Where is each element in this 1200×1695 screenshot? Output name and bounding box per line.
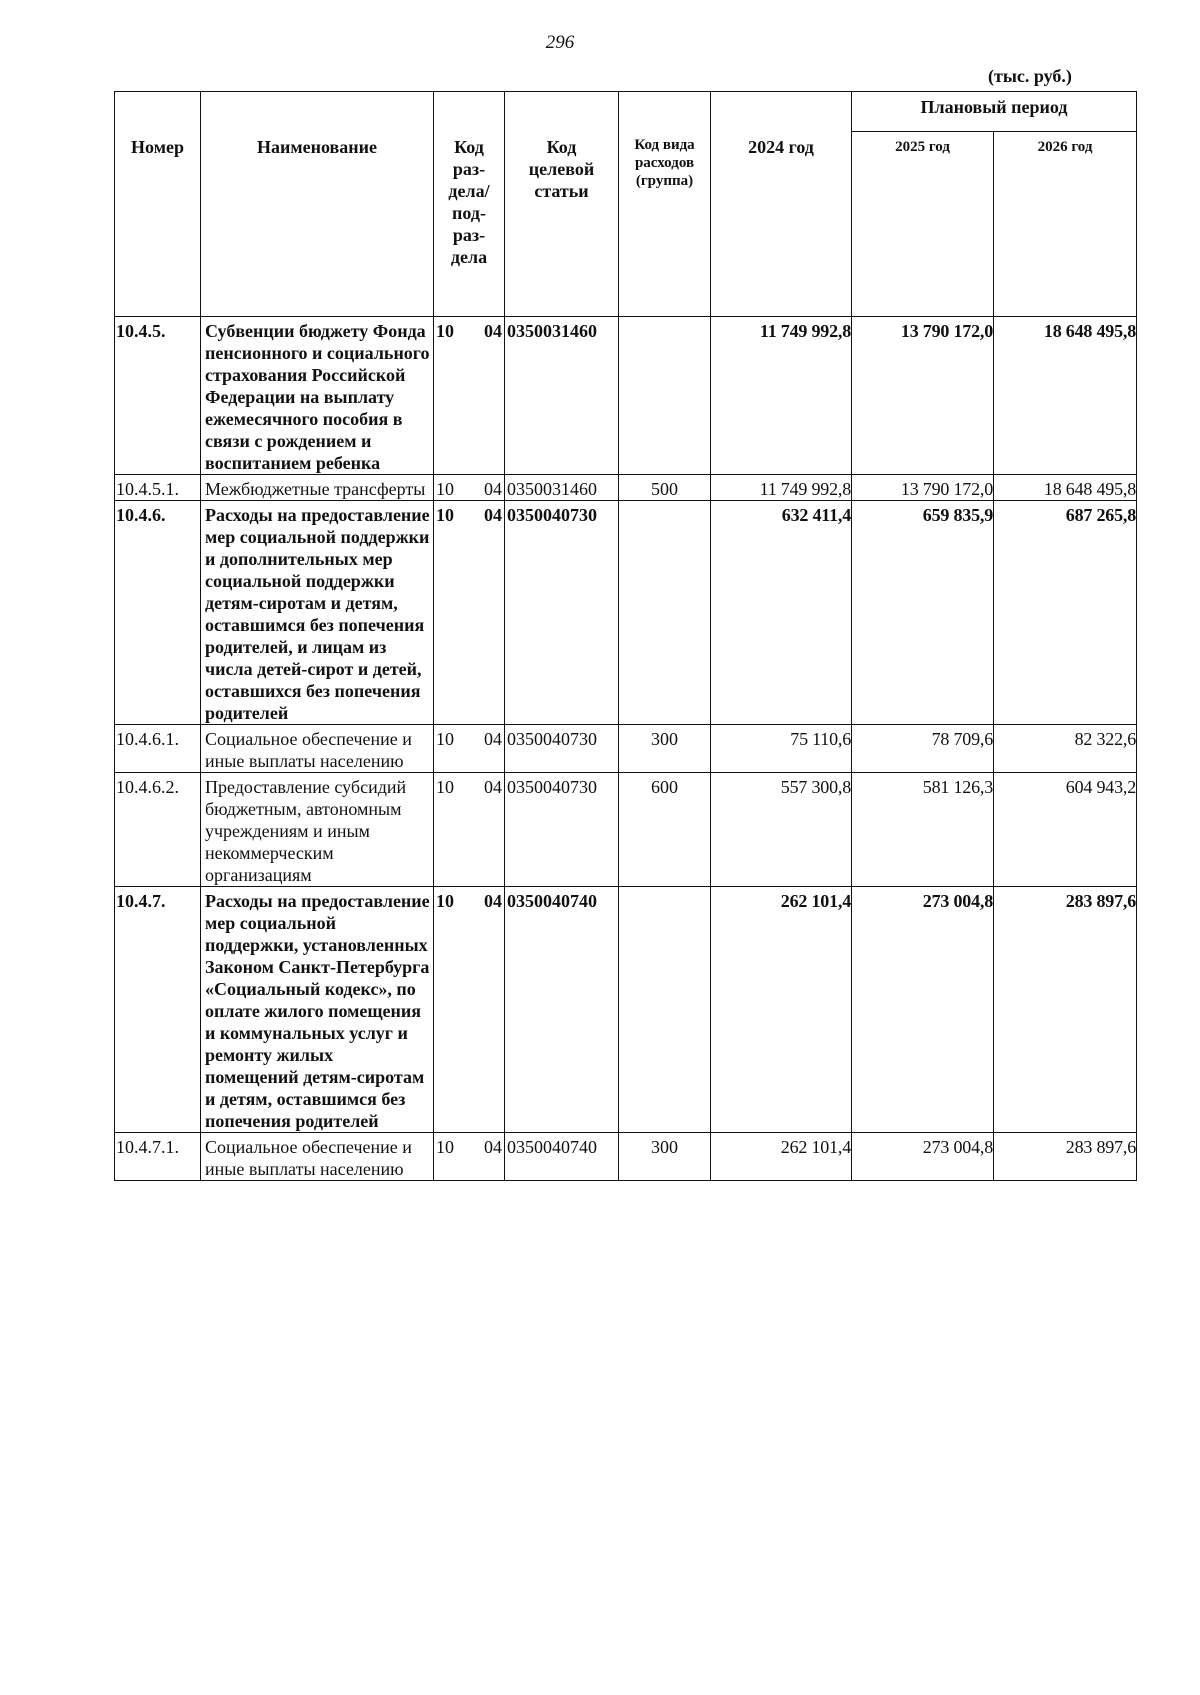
- row-section-code: [434, 773, 505, 887]
- row-amount-2024: 632 411,4: [711, 501, 852, 725]
- header-year-2025: 2025 год: [852, 132, 994, 317]
- row-section-code: [434, 317, 505, 475]
- table-row: [115, 317, 1137, 475]
- table-row: [115, 475, 1137, 501]
- row-number: 10.4.5.: [115, 317, 201, 475]
- row-section: 10: [436, 479, 454, 499]
- header-target-code: Код целевой статьи: [505, 92, 619, 317]
- row-section-code: [434, 501, 505, 725]
- row-expense-type: 300: [619, 1133, 711, 1181]
- row-target-code: 0350040740: [505, 1133, 619, 1181]
- row-subsection: 04: [484, 321, 502, 341]
- row-number: 10.4.6.2.: [115, 773, 201, 887]
- row-section: 10: [436, 729, 454, 749]
- header-year-2024: 2024 год: [711, 92, 852, 317]
- row-amount-2025: 273 004,8: [852, 1133, 994, 1181]
- header-planned-period: Плановый период: [852, 92, 1137, 132]
- row-name: Расходы на предоставление мер социальной поддержки и дополнительных мер социальной поддержки детям-сиротам и детям, оставшимся без попечения родителей, и лицам из числа детей-сирот и детей, оставшихся без попечения родителей: [201, 501, 434, 725]
- row-amount-2025: 13 790 172,0: [852, 317, 994, 475]
- page-number: 296: [545, 32, 575, 53]
- row-section: 10: [436, 321, 454, 341]
- row-section-code: [434, 475, 505, 501]
- row-subsection: 04: [484, 777, 502, 797]
- row-amount-2025: 13 790 172,0: [852, 475, 994, 501]
- row-section: 10: [436, 777, 454, 797]
- row-expense-type: [619, 887, 711, 1133]
- row-amount-2024: 557 300,8: [711, 773, 852, 887]
- row-amount-2024: 262 101,4: [711, 887, 852, 1133]
- row-amount-2025: 78 709,6: [852, 725, 994, 773]
- header-expense-type: Код вида расходов (группа): [619, 92, 711, 317]
- row-amount-2026: 283 897,6: [994, 887, 1137, 1133]
- row-target-code: 0350040730: [505, 773, 619, 887]
- row-number: 10.4.7.1.: [115, 1133, 201, 1181]
- row-section-code: [434, 887, 505, 1133]
- row-amount-2024: 75 110,6: [711, 725, 852, 773]
- row-section: 10: [436, 1137, 454, 1157]
- row-amount-2025: 581 126,3: [852, 773, 994, 887]
- row-number: 10.4.6.1.: [115, 725, 201, 773]
- row-amount-2026: 604 943,2: [994, 773, 1137, 887]
- row-section-code: [434, 725, 505, 773]
- header-number: Номер: [115, 92, 201, 317]
- row-name: Социальное обеспечение и иные выплаты населению: [201, 1133, 434, 1181]
- row-name: Расходы на предоставление мер социальной поддержки, установленных Законом Санкт-Петербурга «Социальный кодекс», по оплате жилого помещения и коммунальных услуг и ремонту жилых помещений детям-сиротам и детям, оставшимся без попечения родителей: [201, 887, 434, 1133]
- table-row: [115, 887, 1137, 1133]
- row-amount-2025: 659 835,9: [852, 501, 994, 725]
- row-section: 10: [436, 505, 454, 525]
- row-number: 10.4.5.1.: [115, 475, 201, 501]
- table-row: [115, 501, 1137, 725]
- row-expense-type: [619, 317, 711, 475]
- row-target-code: 0350040730: [505, 501, 619, 725]
- units-label: (тыс. руб.): [988, 66, 1072, 86]
- row-amount-2026: 82 322,6: [994, 725, 1137, 773]
- row-amount-2026: 687 265,8: [994, 501, 1137, 725]
- table-row: [115, 725, 1137, 773]
- row-name: Предоставление субсидий бюджетным, автономным учреждениям и иным некоммерческим организациям: [201, 773, 434, 887]
- row-name: Субвенции бюджету Фонда пенсионного и социального страхования Российской Федерации на выплату ежемесячного пособия в связи с рождением и воспитанием ребенка: [201, 317, 434, 475]
- row-amount-2026: 18 648 495,8: [994, 317, 1137, 475]
- row-number: 10.4.6.: [115, 501, 201, 725]
- row-amount-2024: 11 749 992,8: [711, 475, 852, 501]
- row-subsection: 04: [484, 891, 502, 911]
- row-amount-2026: 18 648 495,8: [994, 475, 1137, 501]
- row-name: Социальное обеспечение и иные выплаты населению: [201, 725, 434, 773]
- row-number: 10.4.7.: [115, 887, 201, 1133]
- row-amount-2025: 273 004,8: [852, 887, 994, 1133]
- row-subsection: 04: [484, 505, 502, 525]
- table-row: [115, 773, 1137, 887]
- header-name: Наименование: [201, 92, 434, 317]
- row-subsection: 04: [484, 1137, 502, 1157]
- row-name: Межбюджетные трансферты: [201, 475, 434, 501]
- row-amount-2024: 262 101,4: [711, 1133, 852, 1181]
- row-section-code: [434, 1133, 505, 1181]
- header-section-code: Код раз-дела/ под-раз-дела: [434, 92, 505, 317]
- row-subsection: 04: [484, 479, 502, 499]
- row-expense-type: 600: [619, 773, 711, 887]
- budget-table: [114, 91, 1137, 1181]
- row-target-code: 0350040730: [505, 725, 619, 773]
- row-section: 10: [436, 891, 454, 911]
- row-expense-type: [619, 501, 711, 725]
- row-subsection: 04: [484, 729, 502, 749]
- row-expense-type: 300: [619, 725, 711, 773]
- row-amount-2024: 11 749 992,8: [711, 317, 852, 475]
- table-row: [115, 1133, 1137, 1181]
- row-target-code: 0350031460: [505, 317, 619, 475]
- header-year-2026: 2026 год: [994, 132, 1137, 317]
- row-target-code: 0350031460: [505, 475, 619, 501]
- row-amount-2026: 283 897,6: [994, 1133, 1137, 1181]
- row-target-code: 0350040740: [505, 887, 619, 1133]
- row-expense-type: 500: [619, 475, 711, 501]
